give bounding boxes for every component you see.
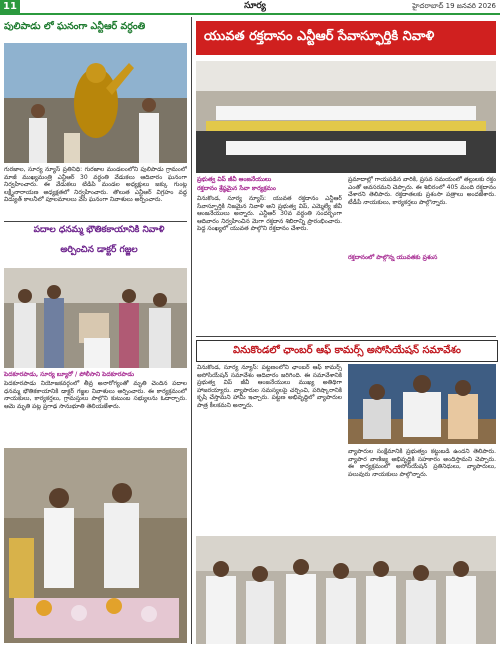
left-story2-photo-2 (4, 448, 187, 643)
right-story2-body-left: వినుకొండ, సూర్య న్యూస్: పట్టణంలోని ఛాంబర్ ఆఫ్ కామర్స్ అసోసియేషన్ సమావేశం ఆదివారం జరిగింది. ఈ సమావేశానికి ప్రభుత్వ విప్ జీవీ ఆంజనేయులు ముఖ్య అతిథిగా హాజరయ్యారు. వ్యాపారుల సమస్యలపై చర్చించి, పరిష్కారానికి కృషి చేస్తామని హామీ ఇచ్చారు. పట్టణ అభివృద్ధిలో వ్యాపారుల పాత్ర కీలకమని అన్నారు. (197, 364, 342, 409)
right-story1-caption1: ప్రభుత్వ విప్ జీవీ ఆంజనేయులు (197, 176, 272, 183)
paper-name: సూర్య (244, 1, 266, 11)
date-line: హైదరాబాద్ 19 జనవరి 2026 (412, 2, 496, 10)
right-story1-body-left: వినుకొండ, సూర్య న్యూస్: యువత రక్తదానం ఎన్టీఆర్ సేవాస్ఫూర్తికి నిజమైన నివాళి అని ప్రభుత్వ విప్, ఎమ్మెల్యే జీవీ ఆంజనేయులు అన్నారు. ఎన్టీఆర్ 30వ వర్ధంతి సందర్భంగా ఆదివారం నిర్వహించిన మెగా రక్తదాన శిబిరాన్ని ప్రారంభించారు. పెద్ద సంఖ్యలో యువత పాల్గొని రక్తదానం చేశారు. (197, 195, 342, 233)
right-story1-banner-text: యువత రక్తదానం ఎన్టీఆర్ సేవాస్ఫూర్తికి నివాళి (204, 29, 435, 44)
right-story2-photo-1 (348, 364, 496, 444)
column-divider (191, 17, 192, 644)
right-story1-photo (196, 61, 496, 173)
left-story2-headline-2: అర్పించిన డాక్టర్ గజ్జల (60, 245, 138, 255)
left-divider1 (4, 221, 187, 222)
right-story1-body-right: ప్రమాదాల్లో గాయపడిన వారికి, ప్రసవ సమయంలో తల్లులకు రక్తం ఎంతో అవసరమని చెప్పారు. ఈ శిబిరంలో 405 మంది రక్తదానం చేశారని తెలిపారు. రక్తదాతలకు ప్రశంసా పత్రాలు అందజేశారు. టీడీపీ నాయకులు, కార్యకర్తలు పాల్గొన్నారు. (348, 176, 496, 206)
left-story1-body: గురజాల, సూర్య న్యూస్ ప్రతినిధి: గురజాల మండలంలోని పులిపాడు గ్రామంలో మాజీ ముఖ్యమంత్రి ఎన్టీఆర్ 30 వర్ధంతి వేడుకలు ఆదివారం ఘనంగా నిర్వహించారు. ఈ వేడుకలు టిడిపి మండల అధ్యక్షులు జక్కు గుంట్ల లక్ష్మీనారాయణ అధ్యక్షతలో నిర్వహించారు. తొలుత ఎన్టీఆర్ విగ్రహం వద్ద విద్యుత్ కాలనీలో పూలమాలలు వేసి ఘనంగా నివాళులు అర్పించారు. (4, 166, 187, 204)
left-story2-headline-1: పదాల ధనమ్మ భౌతికకాయానికి నివాళి (33, 225, 165, 235)
left-story2-photo (4, 268, 187, 368)
left-story1-photo (4, 43, 187, 163)
left-story2-body: పెదకూరపాడు నియోజకవర్గంలో తీవ్ర అనారోగ్యంతో మృతి చెందిన పదాల ధనమ్మ భౌతికకాయానికి డాక్టర్ గజ్జల నివాళులు అర్పించారు. ఈ కార్యక్రమంలో నాయకులు, కార్యకర్తలు, గ్రామస్తులు పాల్గొని కుటుంబ సభ్యులను ఓదార్చారు. ఆమె మృతి పట్ల ప్రగాఢ సానుభూతి తెలియజేశారు. (4, 380, 187, 410)
right-story2-body-right: వ్యాపారుల సంక్షేమానికి ప్రభుత్వం కట్టుబడి ఉందని తెలిపారు. వ్యాపార వాణిజ్య అభివృద్ధికి సహకారం అందిస్తామని చెప్పారు. ఈ కార్యక్రమంలో అసోసియేషన్ ప్రతినిధులు, వ్యాపారులు, పలువురు నాయకులు పాల్గొన్నారు. (348, 448, 496, 478)
page-number: 11 (0, 0, 20, 13)
right-story1-banner (196, 21, 496, 55)
left-story2-dateline: పెదకూరపాడు, సూర్య బ్యూరో / పోలీసాని పెదకూరపాడు (4, 371, 135, 378)
right-divider (196, 336, 496, 337)
right-story2-banner: వినుకొండలో ఛాంబర్ ఆఫ్ కామర్స్ అసోసియేషన్ సమావేశం (196, 340, 498, 362)
right-story1-caption3: రక్తదానంలో పాల్గొన్న యువతకు ప్రశంస (348, 254, 438, 261)
left-story1-headline: పులిపాడు లో ఘనంగా ఎన్టీఆర్ వర్ధంతి (4, 21, 146, 32)
right-story1-caption2: రక్తదానం శ్రేష్ఠమైన సేవా కార్యక్రమం (197, 185, 276, 192)
right-story2-photo-2 (196, 536, 496, 644)
